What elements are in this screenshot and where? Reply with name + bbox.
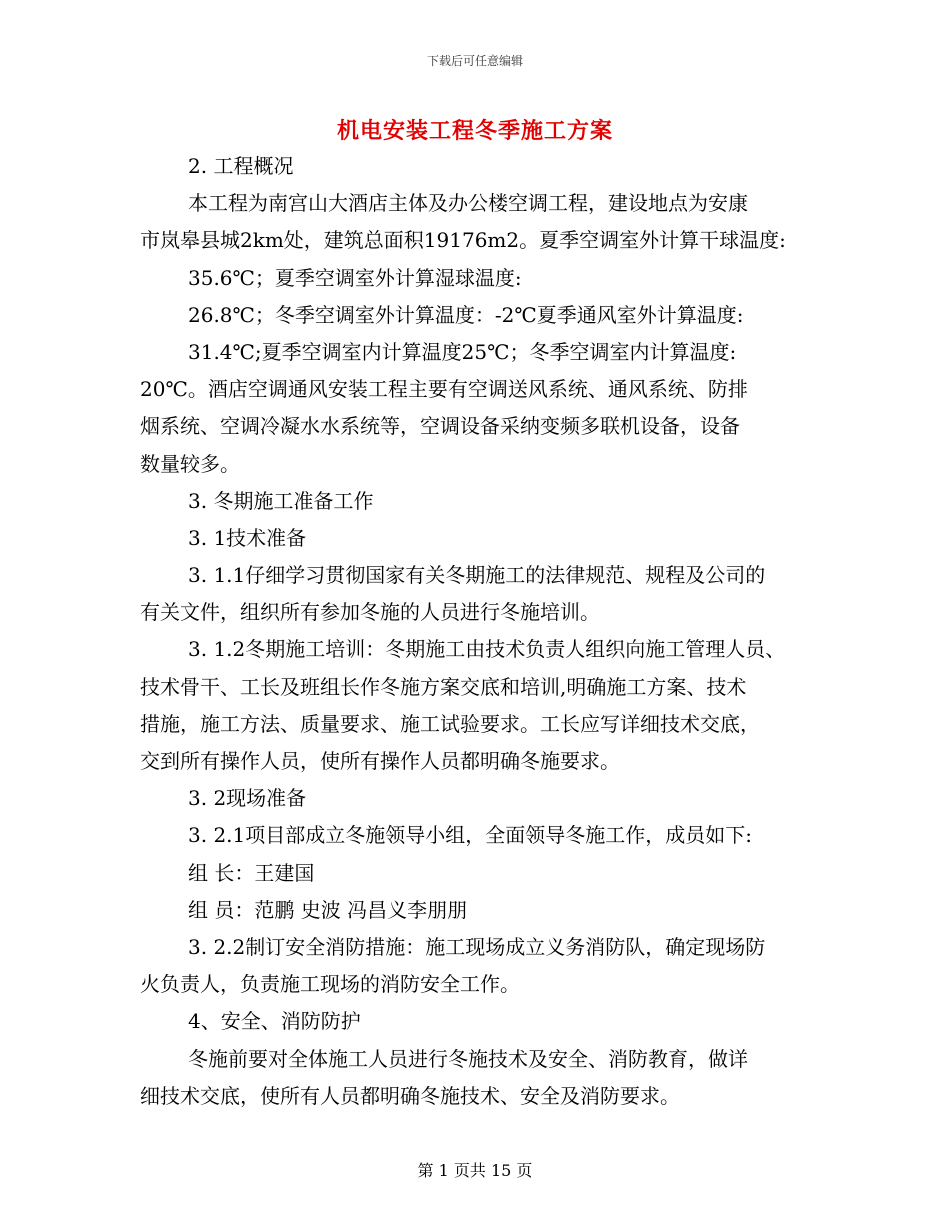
body-line: 26.8℃；冬季空调室外计算温度：-2℃夏季通风室外计算温度: (188, 302, 744, 327)
body-line: 冬施前要对全体施工人员进行冬施技术及安全、消防教育，做详 (188, 1046, 748, 1071)
body-line: 本工程为南宫山大酒店主体及办公楼空调工程，建设地点为安康 (188, 191, 748, 216)
body-line: 3. 1.1仔细学习贯彻国家有关冬期施工的法律规范、规程及公司的 (188, 563, 766, 588)
body-line: 3. 2.2制订安全消防措施：施工现场成立义务消防队，确定现场防 (188, 934, 766, 959)
body-line: 技术骨干、工长及班组长作冬施方案交底和培训,明确施工方案、技术 (140, 674, 747, 699)
body-line: 烟系统、空调冷凝水水系统等，空调设备采纳变频多联机设备，设备 (140, 414, 740, 439)
body-line: 35.6℃；夏季空调室外计算湿球温度: (188, 265, 522, 290)
document-title: 机电安装工程冬季施工方案 (336, 118, 613, 144)
body-line: 火负责人，负责施工现场的消防安全工作。 (140, 972, 520, 997)
page-footer: 第 1 页共 15 页 (417, 1161, 533, 1180)
body-line: 3. 2.1项目部成立冬施领导小组，全面领导冬施工作，成员如下: (188, 823, 752, 848)
body-line: 3. 1.2冬期施工培训：冬期施工由技术负责人组织向施工管理人员、 (188, 637, 786, 662)
body-line: 4、安全、消防防护 (188, 1009, 361, 1034)
body-line: 有关文件，组织所有参加冬施的人员进行冬施培训。 (140, 600, 600, 625)
body-line: 3. 1技术准备 (188, 525, 307, 550)
body-line: 数量较多。 (140, 451, 240, 476)
body-line: 措施，施工方法、质量要求、施工试验要求。工长应写详细技术交底， (140, 711, 760, 736)
body-line: 组 长：王建国 (188, 860, 315, 885)
body-line: 市岚皋县城2km处，建筑总面积19176m2。夏季空调室外计算干球温度: (140, 228, 786, 253)
body-line: 31.4℃;夏季空调室内计算温度25℃；冬季空调室内计算温度: (188, 339, 737, 364)
body-line: 交到所有操作人员，使所有操作人员都明确冬施要求。 (140, 749, 620, 773)
body-line: 3. 2现场准备 (188, 786, 307, 811)
body-line: 2. 工程概况 (188, 154, 294, 178)
body-line: 3. 冬期施工准备工作 (188, 488, 374, 513)
document-body (140, 148, 820, 1115)
header-note: 下载后可任意编辑 (426, 54, 523, 68)
body-line: 20℃。酒店空调通风安装工程主要有空调送风系统、通风系统、防排 (140, 377, 748, 402)
body-line: 组 员：范鹏 史波 冯昌义李朋朋 (188, 897, 468, 922)
body-line: 细技术交底，使所有人员都明确冬施技术、安全及消防要求。 (140, 1083, 680, 1108)
